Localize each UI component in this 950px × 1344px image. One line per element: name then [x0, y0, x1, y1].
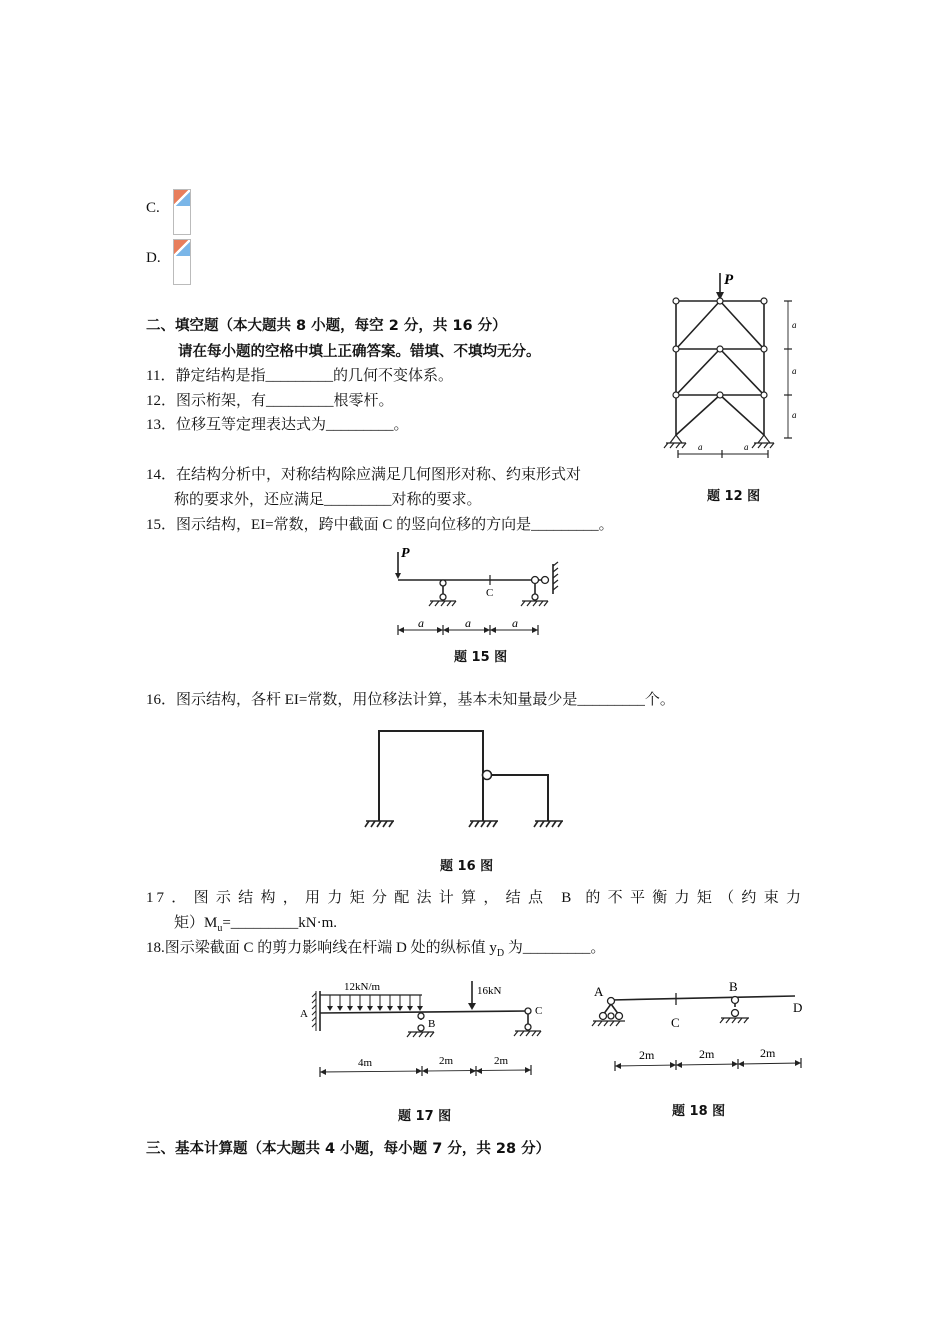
figure-18-point-c: C [671, 1015, 680, 1030]
question-18-text: 18.图示梁截面 C 的剪力影响线在杆端 D 处的纵标值 y [146, 940, 497, 956]
question-14-line2: 称的要求外，还应满足_________对称的要求。 [174, 492, 482, 508]
figure-15-point-c: C [486, 587, 494, 599]
question-18 [146, 936, 605, 959]
figure-15-dim-label: a [465, 616, 471, 630]
question-18-subscript: D [496, 948, 505, 959]
figure-16-caption: 题 16 图 [440, 859, 494, 874]
figure-12-dim-label: a [744, 442, 749, 452]
question-17-text: 矩）M [174, 915, 218, 931]
question-17-subscript: u [217, 923, 223, 934]
figure-17-point-load: 16kN [477, 985, 502, 997]
option-c-image [173, 189, 191, 235]
figure-17-point-b: B [428, 1018, 436, 1030]
question-17-answer: =_________kN·m. [222, 915, 338, 931]
figure-15-dim-label: a [512, 616, 518, 630]
figure-18-dim-1: 2m [639, 1048, 655, 1062]
figure-18-point-d: D [793, 1000, 803, 1015]
question-18-answer: 为_________。 [504, 940, 606, 956]
option-d-image [173, 239, 191, 285]
figure-17-dim-3: 2m [494, 1055, 509, 1067]
section3-heading: 三、基本计算题（本大题共 4 小题，每小题 7 分，共 28 分） [146, 1141, 551, 1157]
question-12: 12．图示桁架，有_________根零杆。 [146, 393, 394, 409]
question-11: 11．静定结构是指_________的几何不变体系。 [146, 368, 453, 384]
figure-17-dist-load: 12kN/m [344, 981, 381, 993]
figure-18-caption: 题 18 图 [672, 1104, 726, 1119]
figure-15-caption: 题 15 图 [454, 650, 508, 665]
figure-17-point-a: A [300, 1008, 308, 1020]
figure-15-load-label: P [401, 546, 410, 561]
figure-17-dim-1: 4m [358, 1057, 373, 1069]
question-17-line1: 17．图示结构，用力矩分配法计算，结点 B 的不平衡力矩（约束力 [146, 890, 804, 906]
figure-12-truss [660, 268, 810, 463]
figure-17-dim-2: 2m [439, 1055, 454, 1067]
figure-12-dim-label: a [698, 442, 703, 452]
figure-12-dim-label: a [792, 366, 797, 376]
figure-17-point-c: C [535, 1005, 543, 1017]
figure-12-caption: 题 12 图 [707, 489, 761, 504]
figure-18-point-b: B [729, 979, 738, 994]
figure-17-caption: 题 17 图 [398, 1109, 452, 1124]
section2-heading: 二、填空题（本大题共 8 小题，每空 2 分，共 16 分） [146, 318, 507, 334]
figure-17-beam [296, 975, 556, 1085]
figure-12-dim-label: a [792, 320, 797, 330]
broken-image-icon [174, 190, 190, 206]
broken-image-icon [174, 240, 190, 256]
question-16: 16．图示结构，各杆 EI=常数，用位移法计算，基本未知量最少是_________个。 [146, 692, 675, 708]
section2-instruction: 请在每小题的空格中填上正确答案。错填、不填均无分。 [178, 344, 541, 360]
figure-18-dim-2: 2m [699, 1047, 715, 1061]
figure-18-point-a: A [594, 984, 604, 999]
figure-18-dim-3: 2m [760, 1046, 776, 1060]
option-c-label: C. [146, 200, 160, 216]
figure-15-dim-label: a [418, 616, 424, 630]
figure-16-frame [360, 722, 575, 832]
question-15: 15．图示结构，EI=常数，跨中截面 C 的竖向位移的方向是_________。 [146, 517, 614, 533]
option-d-label: D. [146, 250, 161, 266]
figure-15-beam [390, 542, 570, 647]
question-13: 13．位移互等定理表达式为_________。 [146, 417, 409, 433]
figure-18-beam [585, 975, 815, 1080]
figure-12-dim-label: a [792, 410, 797, 420]
question-14-line1: 14．在结构分析中，对称结构除应满足几何图形对称、约束形式对 [146, 467, 582, 483]
figure-12-load-label: P [724, 272, 734, 288]
question-17-line2 [174, 911, 337, 934]
